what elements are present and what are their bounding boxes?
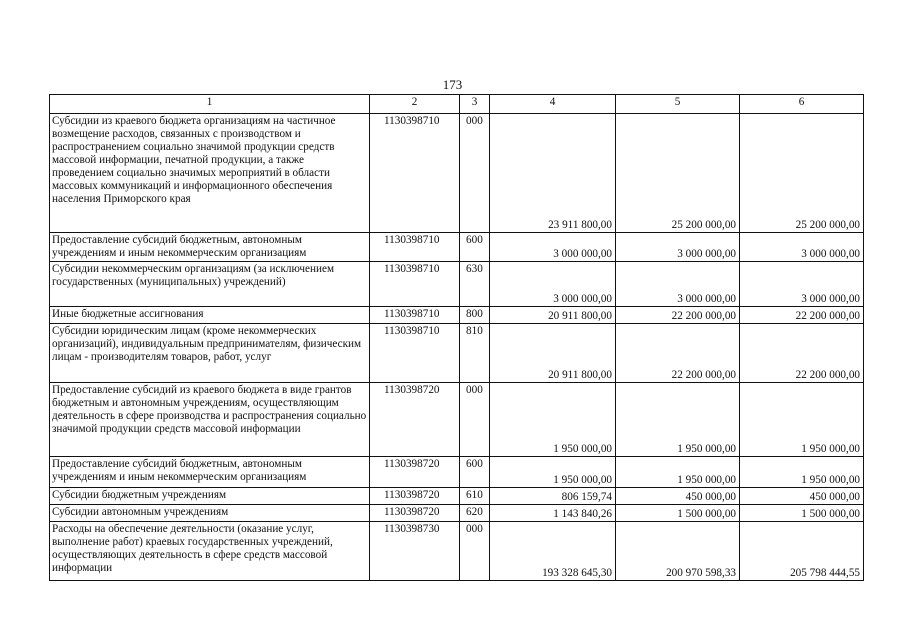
row-amount-3: 1 950 000,00 [740, 383, 864, 457]
row-amount-3: 22 200 000,00 [740, 324, 864, 383]
table-row [50, 262, 864, 307]
table-row [50, 114, 864, 233]
row-expense-type: 000 [460, 522, 490, 581]
row-expense-type: 630 [460, 262, 490, 307]
row-expense-type: 610 [460, 488, 490, 505]
row-amount-2: 1 950 000,00 [616, 457, 740, 488]
row-amount-1: 193 328 645,30 [490, 522, 616, 581]
row-name: Субсидии бюджетным учреждениям [50, 488, 370, 505]
table-row [50, 505, 864, 522]
row-name: Предоставление субсидий из краевого бюджета в виде грантов бюджетным и автономным учреждениям, осуществляющим деятельность в сфере производства и распространения социально значимой продукции средств массовой информации [50, 383, 370, 457]
column-header: 5 [616, 95, 740, 114]
row-expense-type: 600 [460, 457, 490, 488]
row-amount-3: 3 000 000,00 [740, 233, 864, 262]
table-row [50, 307, 864, 324]
row-name: Предоставление субсидий бюджетным, автономным учреждениям и иным некоммерческим организациям [50, 457, 370, 488]
budget-table [49, 94, 864, 581]
row-name: Субсидии автономным учреждениям [50, 505, 370, 522]
row-amount-2: 22 200 000,00 [616, 324, 740, 383]
column-header: 4 [490, 95, 616, 114]
row-amount-3: 3 000 000,00 [740, 262, 864, 307]
row-amount-2: 200 970 598,33 [616, 522, 740, 581]
row-expense-type: 600 [460, 233, 490, 262]
row-name: Субсидии юридическим лицам (кроме некоммерческих организаций), индивидуальным предпринимателям, физическим лицам - производителям товаров, работ, услуг [50, 324, 370, 383]
row-amount-1: 3 000 000,00 [490, 262, 616, 307]
row-amount-3: 22 200 000,00 [740, 307, 864, 324]
row-code: 1130398710 [370, 114, 460, 233]
table-row [50, 457, 864, 488]
row-code: 1130398710 [370, 324, 460, 383]
row-amount-2: 1 950 000,00 [616, 383, 740, 457]
row-amount-1: 806 159,74 [490, 488, 616, 505]
row-name: Иные бюджетные ассигнования [50, 307, 370, 324]
row-amount-1: 1 143 840,26 [490, 505, 616, 522]
table-row [50, 488, 864, 505]
table-row [50, 324, 864, 383]
row-code: 1130398720 [370, 383, 460, 457]
row-amount-3: 1 950 000,00 [740, 457, 864, 488]
table-row [50, 233, 864, 262]
row-amount-2: 3 000 000,00 [616, 233, 740, 262]
row-expense-type: 800 [460, 307, 490, 324]
row-code: 1130398710 [370, 262, 460, 307]
row-amount-2: 25 200 000,00 [616, 114, 740, 233]
column-header: 1 [50, 95, 370, 114]
row-name: Расходы на обеспечение деятельности (оказание услуг, выполнение работ) краевых государственных учреждений, осуществляющих деятельность в сфере средств массовой информации [50, 522, 370, 581]
row-amount-1: 1 950 000,00 [490, 457, 616, 488]
page-number: 173 [442, 77, 463, 92]
table-row [50, 522, 864, 581]
row-amount-1: 23 911 800,00 [490, 114, 616, 233]
row-amount-1: 20 911 800,00 [490, 324, 616, 383]
table-row [50, 383, 864, 457]
row-name: Субсидии из краевого бюджета организациям на частичное возмещение расходов, связанных с производством и распространением социально значимой продукции средств массовой информации, печатной продукции, а также проведением социально значимых мероприятий в области массовых коммуникаций и информационного обеспечения населения Приморского края [50, 114, 370, 233]
row-amount-3: 450 000,00 [740, 488, 864, 505]
row-amount-3: 1 500 000,00 [740, 505, 864, 522]
column-header: 6 [740, 95, 864, 114]
row-name: Предоставление субсидий бюджетным, автономным учреждениям и иным некоммерческим организациям [50, 233, 370, 262]
row-code: 1130398720 [370, 457, 460, 488]
row-amount-1: 1 950 000,00 [490, 383, 616, 457]
row-expense-type: 000 [460, 383, 490, 457]
table-header-row [50, 95, 864, 114]
row-amount-3: 25 200 000,00 [740, 114, 864, 233]
row-amount-2: 1 500 000,00 [616, 505, 740, 522]
row-name: Субсидии некоммерческим организациям (за исключением государственных (муниципальных) учреждений) [50, 262, 370, 307]
column-header: 3 [460, 95, 490, 114]
row-code: 1130398720 [370, 488, 460, 505]
row-amount-1: 20 911 800,00 [490, 307, 616, 324]
row-amount-3: 205 798 444,55 [740, 522, 864, 581]
row-code: 1130398710 [370, 233, 460, 262]
row-code: 1130398710 [370, 307, 460, 324]
row-expense-type: 620 [460, 505, 490, 522]
row-expense-type: 000 [460, 114, 490, 233]
row-amount-2: 450 000,00 [616, 488, 740, 505]
row-amount-2: 22 200 000,00 [616, 307, 740, 324]
row-amount-1: 3 000 000,00 [490, 233, 616, 262]
row-code: 1130398720 [370, 505, 460, 522]
row-code: 1130398730 [370, 522, 460, 581]
row-amount-2: 3 000 000,00 [616, 262, 740, 307]
column-header: 2 [370, 95, 460, 114]
row-expense-type: 810 [460, 324, 490, 383]
